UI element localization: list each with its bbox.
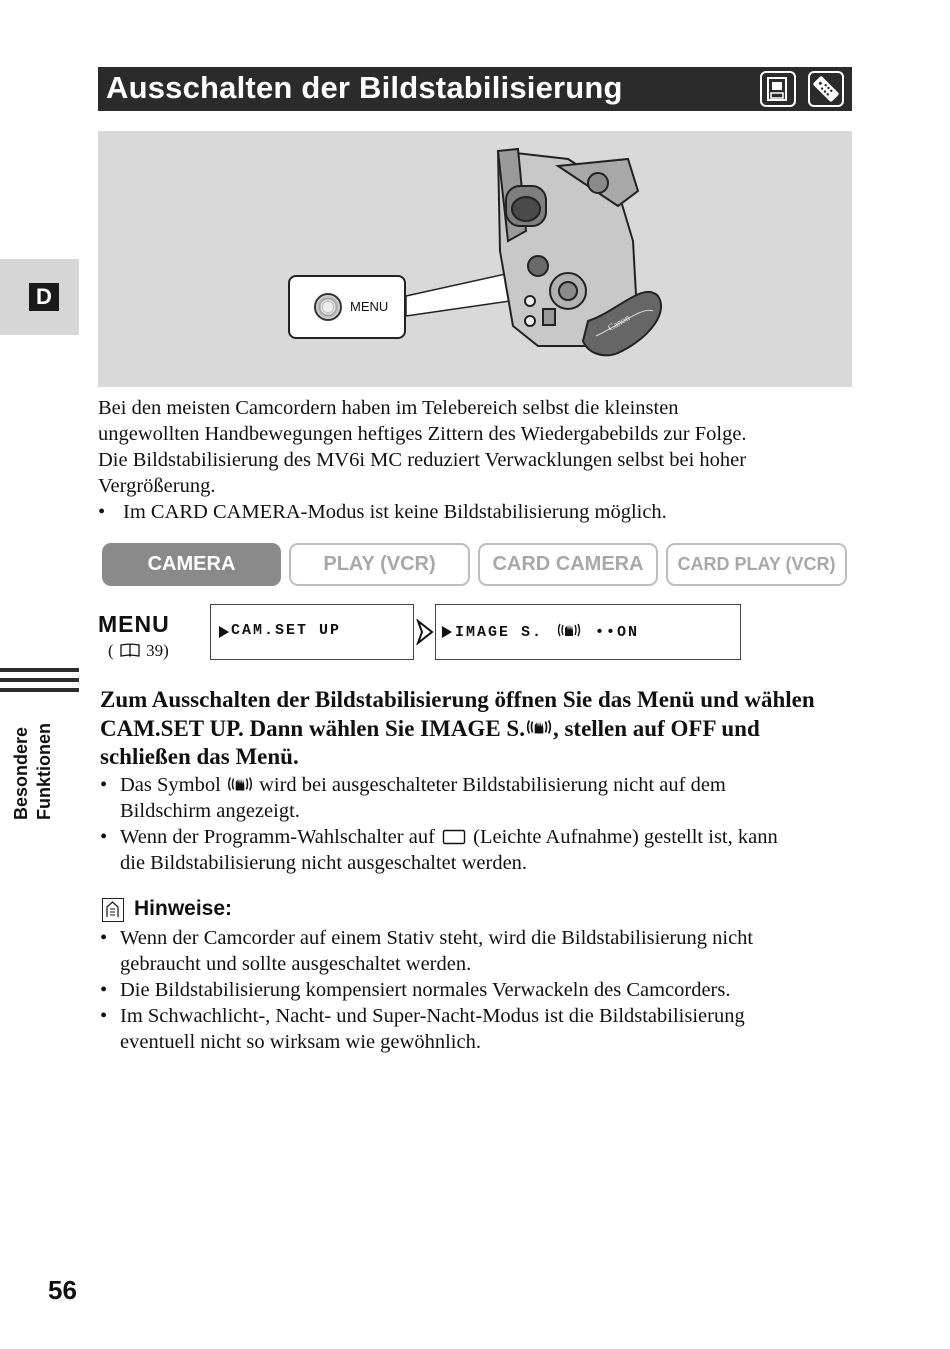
notes-heading: Hinweise: — [134, 897, 233, 920]
bullet-dot: • — [100, 826, 108, 848]
instruction-text — [100, 686, 840, 772]
bullet-dot: • — [98, 501, 106, 523]
bullet2-text-before: Wenn der Programm-Wahlschalter auf — [120, 826, 435, 848]
image-stabilizer-icon — [226, 775, 254, 793]
bullet1-text-before: Das Symbol — [120, 774, 221, 796]
book-icon — [120, 643, 140, 657]
intro-bullet-text: Im CARD CAMERA-Modus ist keine Bildstabilisierung möglich. — [123, 501, 667, 523]
intro-line: ungewollten Handbewegungen heftiges Zittern des Wiedergabebilds zur Folge. — [98, 423, 747, 445]
selector-arrow-icon — [442, 626, 452, 638]
menu-button-label: MENU — [350, 299, 389, 314]
title-bar — [98, 67, 852, 111]
bullet1-text-after: wird bei ausgeschalteter Bildstabilisierung nicht auf dem — [259, 774, 726, 796]
camcorder-illustration — [98, 131, 852, 387]
note3-line1: Im Schwachlicht-, Nacht- und Super-Nacht-Modus ist die Bildstabilisierung — [120, 1005, 745, 1027]
language-tab — [0, 259, 79, 335]
note3-line2: eventuell nicht so wirksam wie gewöhnlich. — [120, 1031, 481, 1053]
intro-line: Die Bildstabilisierung des MV6i MC reduziert Verwacklungen selbst bei hoher — [98, 449, 747, 471]
instruction-part2: , stellen auf OFF und schließen das Menü. — [100, 715, 760, 769]
camcorder-mode-icon — [760, 71, 796, 107]
menu-page-reference — [108, 641, 169, 661]
brand-logo-text: Canon — [606, 312, 632, 333]
next-step-arrow-icon — [416, 619, 434, 645]
section-label — [10, 700, 70, 820]
mode-play-vcr: PLAY (VCR) — [289, 543, 470, 586]
page-number: 56 — [48, 1275, 77, 1305]
camcorder-drawing — [98, 131, 852, 387]
menu-heading: MENU — [98, 611, 170, 637]
intro-line: Bei den meisten Camcordern haben im Telebereich selbst die kleinsten — [98, 397, 679, 419]
note2-line1: Die Bildstabilisierung kompensiert normales Verwackeln des Camcorders. — [120, 979, 731, 1001]
side-divider-line — [0, 668, 79, 672]
section-label-line2: Funktionen — [34, 723, 54, 820]
bullet2-text-after: (Leichte Aufnahme) gestellt ist, kann — [473, 826, 778, 848]
language-tab-letter: D — [29, 283, 59, 311]
note1-line1: Wenn der Camcorder auf einem Stativ steht, wird die Bildstabilisierung nicht — [120, 927, 754, 949]
image-stabilizer-icon — [556, 622, 582, 638]
notes-icon — [102, 898, 124, 922]
menu-button-callout — [288, 275, 406, 339]
menu-step2-suffix: ••ON — [595, 624, 640, 641]
note1-line2: gebraucht und sollte ausgeschaltet werden. — [120, 953, 472, 975]
bullet2-line2: die Bildstabilisierung nicht ausgeschaltet werden. — [120, 852, 528, 874]
menu-step-box — [435, 604, 741, 660]
side-divider-line — [0, 678, 79, 682]
remote-control-icon — [808, 71, 844, 107]
menu-ref-page: 39) — [146, 641, 169, 660]
side-divider-line — [0, 688, 79, 692]
easy-recording-icon — [442, 829, 466, 845]
image-stabilizer-icon — [525, 717, 553, 737]
menu-ref-paren: ( — [108, 641, 114, 660]
mode-card-play-vcr: CARD PLAY (VCR) — [666, 543, 847, 586]
bullet-dot: • — [100, 927, 108, 949]
menu-button-icon — [314, 293, 342, 321]
section-label-line1: Besondere — [11, 726, 31, 820]
selector-arrow-icon — [219, 626, 229, 638]
menu-step2-prefix: IMAGE S. — [455, 624, 544, 641]
menu-step2-text — [455, 622, 639, 641]
mode-card-camera: CARD CAMERA — [478, 543, 658, 586]
bullet-dot: • — [100, 774, 108, 796]
intro-line: Vergrößerung. — [98, 475, 216, 497]
page-title: Ausschalten der Bildstabilisierung — [106, 70, 623, 105]
mode-camera: CAMERA — [102, 543, 281, 586]
menu-step1-text: CAM.SET UP — [231, 622, 342, 639]
bullet-dot: • — [100, 979, 108, 1001]
menu-step-box — [210, 604, 414, 660]
instruction-part1: Zum Ausschalten der Bildstabilisierung öffnen Sie das Menü und wählen CAM.SET UP. Dann wählen Sie IMAGE S. — [100, 687, 815, 741]
bullet1-line2: Bildschirm angezeigt. — [120, 800, 300, 822]
bullet-dot: • — [100, 1005, 108, 1027]
